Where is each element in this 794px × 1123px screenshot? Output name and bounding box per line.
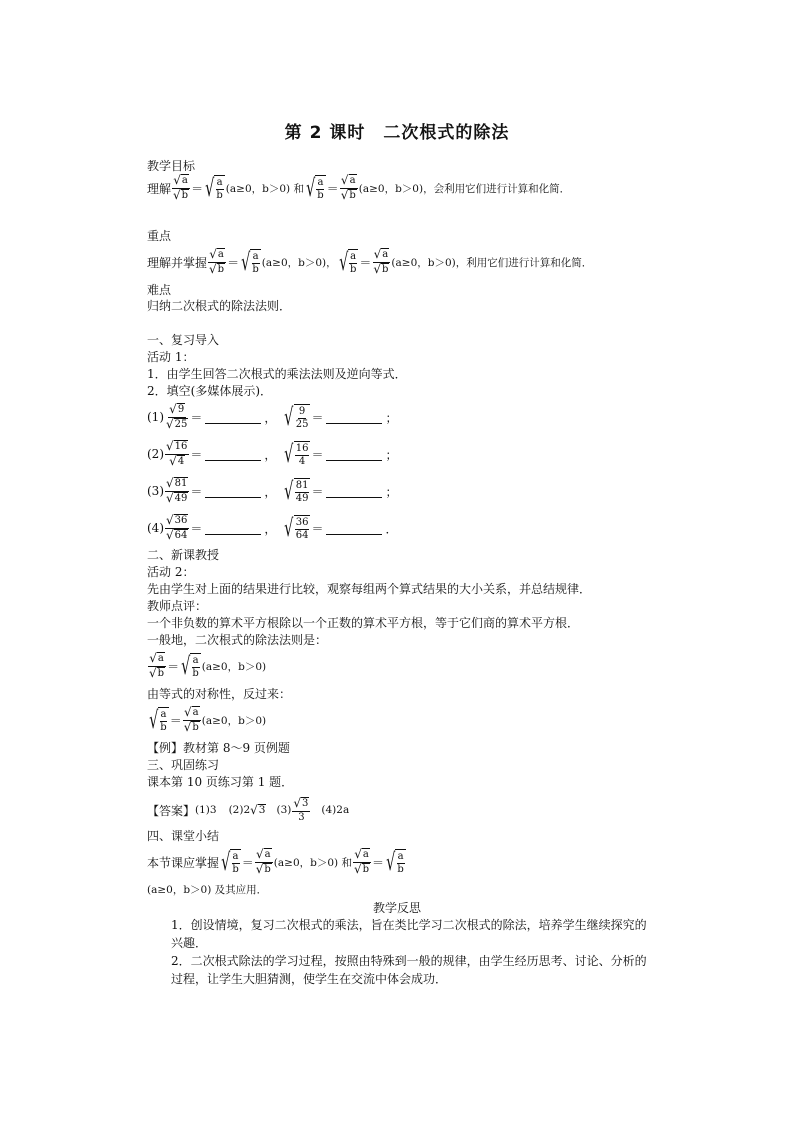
division-rule: √ a √ b ＝ √ $\frac{a}{b}$ (a≥0，b＞0) bbox=[149, 650, 267, 680]
rule-text: 一个非负数的算术平方根除以一个正数的算术平方根，等于它们商的算术平方根． bbox=[147, 616, 580, 630]
sqrt-a-over-sqrt-b: √ a √ b bbox=[173, 172, 189, 202]
section3-heading: 三、巩固练习 bbox=[147, 758, 220, 772]
sqrt-a-over-b: √ $\frac{a}{b}$ bbox=[338, 247, 357, 276]
answer-blank bbox=[205, 522, 261, 535]
section1-item2: 2．填空(多媒体展示)． bbox=[147, 384, 272, 398]
key-prefix: 理解并掌握 bbox=[147, 255, 208, 270]
answer-blank bbox=[205, 448, 261, 461]
sqrt-a-over-b: √ $\frac{a}{b}$ bbox=[205, 173, 223, 202]
reverse-rule: √ $\frac{a}{b}$ ＝ √ a √ b (a≥0，b＞0) bbox=[149, 704, 267, 734]
reflection-paragraph-1: 1．创设情境，复习二次根式的乘法，旨在类比学习二次根式的除法，培养学生继续探究的兴趣． bbox=[171, 918, 647, 950]
section4-heading: 四、课堂小结 bbox=[147, 829, 220, 843]
key-line: 理解并掌握 √ a √ b ＝ √ $\frac{a}{b}$ (a≥0，b＞0)， √ $\frac{a}{b}$ ＝ √ a √ b (a≥0，b＞0)，利用它们进行计算和化简． bbox=[147, 246, 593, 276]
section1-heading: 一、复习导入 bbox=[147, 333, 220, 347]
key-heading: 重点 bbox=[147, 229, 172, 243]
answer-blank bbox=[326, 448, 382, 461]
symmetry-text: 由等式的对称性，反过来： bbox=[147, 687, 292, 701]
section1-item1: 1．由学生回答二次根式的乘法法则及逆向等式． bbox=[147, 367, 407, 381]
exercise-2: (2) √ 16 √ 4 ＝ ， √ $\frac{16}{4}$ ＝ ； bbox=[147, 438, 398, 468]
summary-line: 本节课应掌握 √ $\frac{a}{b}$ ＝ √ a √ b (a≥0，b＞0) 和 √ a √ b ＝ √ $\frac{a}{b}$ bbox=[147, 846, 404, 876]
practice-task: 课本第 10 页练习第 1 题． bbox=[147, 775, 294, 789]
key-mid: (a≥0，b＞0)， bbox=[261, 256, 337, 269]
exercise-4: (4) √ 36 √ 64 ＝ ， √ $\frac{36}{64}$ ＝ ． bbox=[147, 512, 398, 542]
activity2: 活动 2： bbox=[147, 565, 195, 579]
goal-heading: 教学目标 bbox=[147, 159, 196, 173]
reflection-paragraph-2: 2．二次根式除法的学习过程，按照由特殊到一般的规律，由学生经历思考、讨论、分析的过程，让学生大胆猜测，使学生在交流中体会成功． bbox=[171, 954, 647, 986]
goal-prefix: 理解 bbox=[147, 181, 172, 196]
activity1: 活动 1： bbox=[147, 350, 195, 364]
answer-blank bbox=[326, 522, 382, 535]
difficulty-text: 归纳二次根式的除法法则． bbox=[147, 299, 292, 313]
reflection-heading: 教学反思 bbox=[372, 901, 421, 915]
sqrt-a-over-sqrt-b: √ a √ b bbox=[340, 172, 356, 202]
goal-line: 理解 √ a √ b ＝ √ $\frac{a}{b}$ (a≥0，b＞0) 和 √ $\frac{a}{b}$ ＝ √ a √ b (a≥0，b＞0)，会利用它们进行计算和化简． bbox=[147, 172, 571, 202]
exercise-3: (3) √ 81 √ 49 ＝ ， √ $\frac{81}{49}$ ＝ ； bbox=[147, 475, 398, 505]
answer-blank bbox=[326, 485, 382, 498]
section2-heading: 二、新课教授 bbox=[147, 548, 220, 562]
summary-tail: (a≥0，b＞0) 及其应用． bbox=[147, 884, 268, 896]
sqrt-a-over-b: √ $\frac{a}{b}$ bbox=[241, 247, 259, 276]
compare-text: 先由学生对上面的结果进行比较，观察每组两个算式结果的大小关系，并总结规律． bbox=[147, 582, 592, 596]
answer-line: 【答案】 (1)3 (2)2 √ 3 (3) √ 3 3 (4)2a bbox=[147, 795, 350, 823]
answer-blank bbox=[205, 411, 261, 424]
key-suffix: (a≥0，b＞0)，利用它们进行计算和化简． bbox=[391, 256, 593, 269]
sqrt-a-over-b: √ $\frac{a}{b}$ bbox=[306, 173, 324, 202]
sqrt-a-over-sqrt-b: √ a √ b bbox=[209, 246, 225, 276]
exercise-1: (1) √ 9 √ 25 ＝ ， √ $\frac{9}{25}$ ＝ ； bbox=[147, 401, 398, 431]
goal-suffix: (a≥0，b＞0)，会利用它们进行计算和化简． bbox=[358, 182, 571, 195]
answer-blank bbox=[326, 411, 382, 424]
difficulty-heading: 难点 bbox=[147, 283, 172, 297]
goal-mid: (a≥0，b＞0) 和 bbox=[225, 182, 304, 195]
example-ref: 【例】教材第 8～9 页例题 bbox=[147, 741, 290, 755]
teacher-comment: 教师点评： bbox=[147, 599, 208, 613]
general-rule: 一般地，二次根式的除法法则是： bbox=[147, 633, 328, 647]
sqrt-a-over-sqrt-b: √ a √ b bbox=[373, 246, 389, 276]
page-title: 第 2 课时 二次根式的除法 bbox=[284, 123, 510, 143]
answer-blank bbox=[205, 485, 261, 498]
